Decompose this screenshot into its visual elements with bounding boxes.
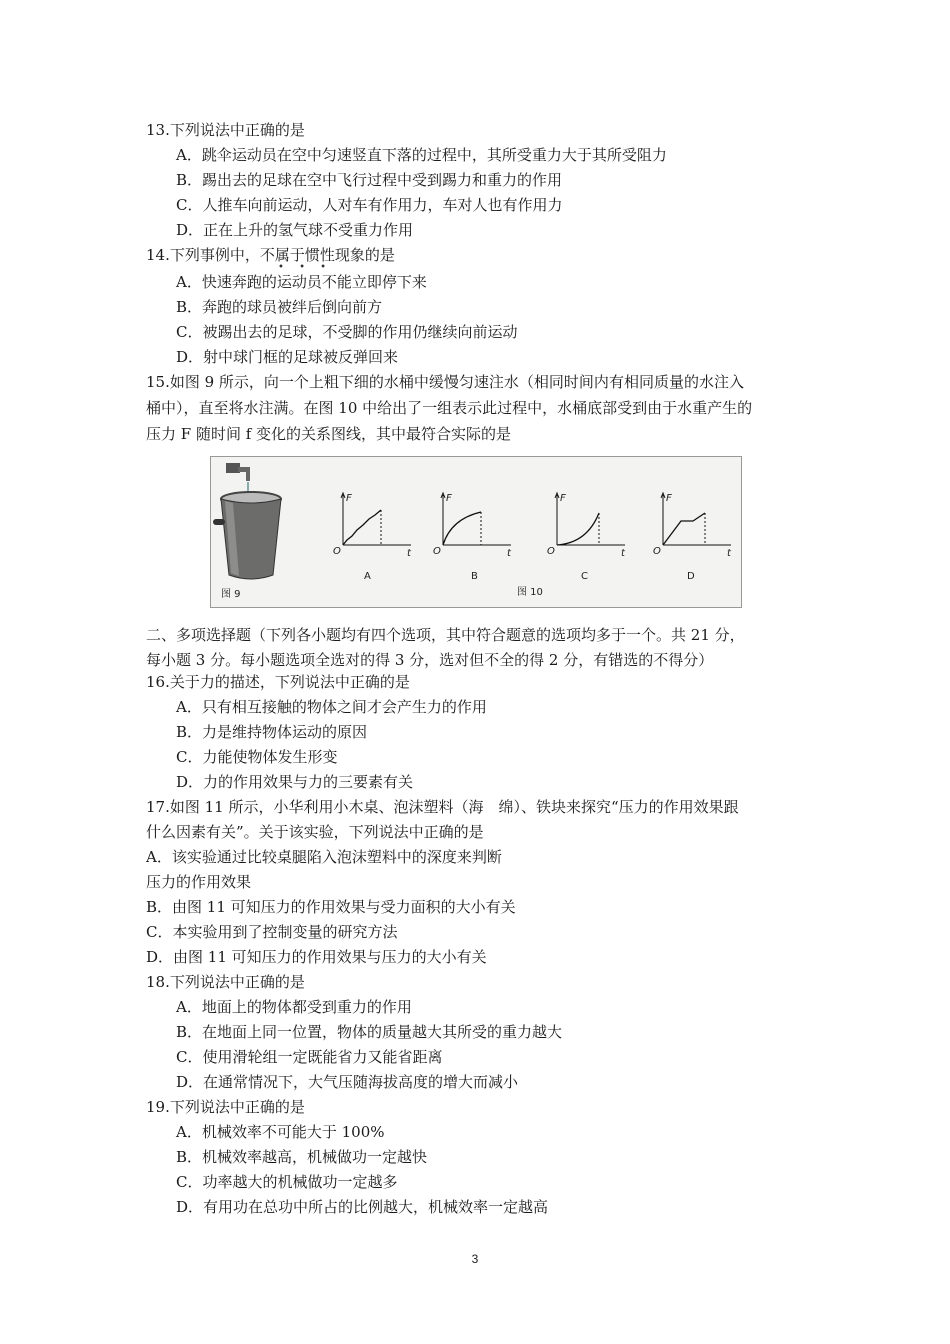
graph-b (433, 493, 512, 582)
figure-svg (211, 457, 741, 607)
q19-option-d: D．有用功在总功中所占的比例越大，机械效率一定越高 (176, 1198, 549, 1216)
graph-b-label: B (471, 571, 478, 582)
q17-option-a: A．该实验通过比较桌腿陷入泡沫塑料中的深度来判断 (146, 848, 502, 866)
q13-option-c: C．人推车向前运动，人对车有作用力，车对人也有作用力 (176, 196, 563, 214)
graph-c (547, 493, 626, 582)
q17-line-2: 什么因素有关”。关于该实验，下列说法中正确的是 (146, 823, 484, 841)
fig10-caption: 图 10 (517, 587, 543, 598)
q18-option-a: A．地面上的物体都受到重力的作用 (176, 998, 412, 1016)
graph-b-origin: O (433, 546, 441, 557)
graph-a-label: A (364, 571, 371, 582)
q17-option-c: C．本实验用到了控制变量的研究方法 (146, 923, 398, 941)
q13-option-b: B．踢出去的足球在空中飞行过程中受到踢力和重力的作用 (176, 171, 563, 189)
graph-b-axis-x: t (507, 548, 511, 559)
q19-option-b: B．机械效率越高，机械做功一定越快 (176, 1148, 428, 1166)
q17-option-a-cont: 压力的作用效果 (146, 873, 252, 891)
q16-option-b: B．力是维持物体运动的原因 (176, 723, 368, 741)
section-2-line-1: 二、多项选择题（下列各小题均有四个选项，其中符合题意的选项均多于一个。共 21 分， (146, 626, 745, 644)
q15-line-3: 压力 F 随时间 f 变化的关系图线，其中最符合实际的是 (146, 425, 512, 443)
q16-stem: 16.关于力的描述，下列说法中正确的是 (146, 673, 410, 691)
graph-a-axis-x: t (407, 548, 411, 559)
graph-d-origin: O (653, 546, 661, 557)
q14-option-d: D．射中球门框的足球被反弹回来 (176, 348, 399, 366)
q13-option-a: A．跳伞运动员在空中匀速竖直下落的过程中，其所受重力大于其所受阻力 (176, 146, 667, 164)
graph-c-axis-x: t (621, 548, 625, 559)
q19-option-c: C．功率越大的机械做功一定越多 (176, 1173, 398, 1191)
q17-option-d: D．由图 11 可知压力的作用效果与压力的大小有关 (146, 948, 487, 966)
page-number: 3 (471, 1252, 479, 1266)
q19-stem: 19.下列说法中正确的是 (146, 1098, 305, 1116)
graph-d-axis-y: F (666, 493, 672, 504)
q14-option-b: B．奔跑的球员被绊后倒向前方 (176, 298, 383, 316)
graph-a-axis-y: F (346, 493, 352, 504)
graph-d-axis-x: t (727, 548, 731, 559)
q14-option-a: A．快速奔跑的运动员不能立即停下来 (176, 273, 427, 291)
q13-option-d: D．正在上升的氢气球不受重力作用 (176, 221, 414, 239)
graph-b-axis-y: F (446, 493, 452, 504)
emphasis-dots: • • • (278, 262, 333, 273)
q18-stem: 18.下列说法中正确的是 (146, 973, 305, 991)
graph-c-origin: O (547, 546, 555, 557)
q16-option-d: D．力的作用效果与力的三要素有关 (176, 773, 414, 791)
q16-option-a: A．只有相互接触的物体之间才会产生力的作用 (176, 698, 487, 716)
q17-line-1: 17.如图 11 所示，小华利用小木桌、泡沫塑料（海 绵）、铁块来探究“压力的作用效果跟 (146, 798, 739, 816)
q16-option-c: C．力能使物体发生形变 (176, 748, 338, 766)
graph-d (653, 493, 732, 582)
q18-option-d: D．在通常情况下，大气压随海拔高度的增大而减小 (176, 1073, 519, 1091)
section-2-line-2: 每小题 3 分。每小题选项全选对的得 3 分，选对但不全的得 2 分，有错选的不得分） (146, 651, 714, 669)
bucket-icon (213, 492, 281, 579)
q15-line-2: 桶中），直至将水注满。在图 10 中给出了一组表示此过程中，水桶底部受到由于水重产生的 (146, 399, 753, 417)
q18-option-c: C．使用滑轮组一定既能省力又能省距离 (176, 1048, 443, 1066)
q14-option-c: C．被踢出去的足球，不受脚的作用仍继续向前运动 (176, 323, 518, 341)
graph-a-origin: O (333, 546, 341, 557)
q18-option-b: B．在地面上同一位置，物体的质量越大其所受的重力越大 (176, 1023, 563, 1041)
graph-c-label: C (581, 571, 588, 582)
q19-option-a: A．机械效率不可能大于 100% (176, 1123, 385, 1141)
fig9-caption: 图 9 (221, 589, 241, 600)
graph-a (333, 493, 412, 582)
q13-stem: 13.下列说法中正确的是 (146, 121, 305, 139)
q14-stem: 14.下列事例中，不属于惯性现象的是 (146, 246, 395, 264)
q17-option-b: B．由图 11 可知压力的作用效果与受力面积的大小有关 (146, 898, 516, 916)
figure-9-10 (210, 456, 742, 608)
q15-line-1: 15.如图 9 所示，向一个上粗下细的水桶中缓慢匀速注水（相同时间内有相同质量的水注入 (146, 373, 744, 391)
graph-d-label: D (687, 571, 695, 582)
graph-c-axis-y: F (560, 493, 566, 504)
